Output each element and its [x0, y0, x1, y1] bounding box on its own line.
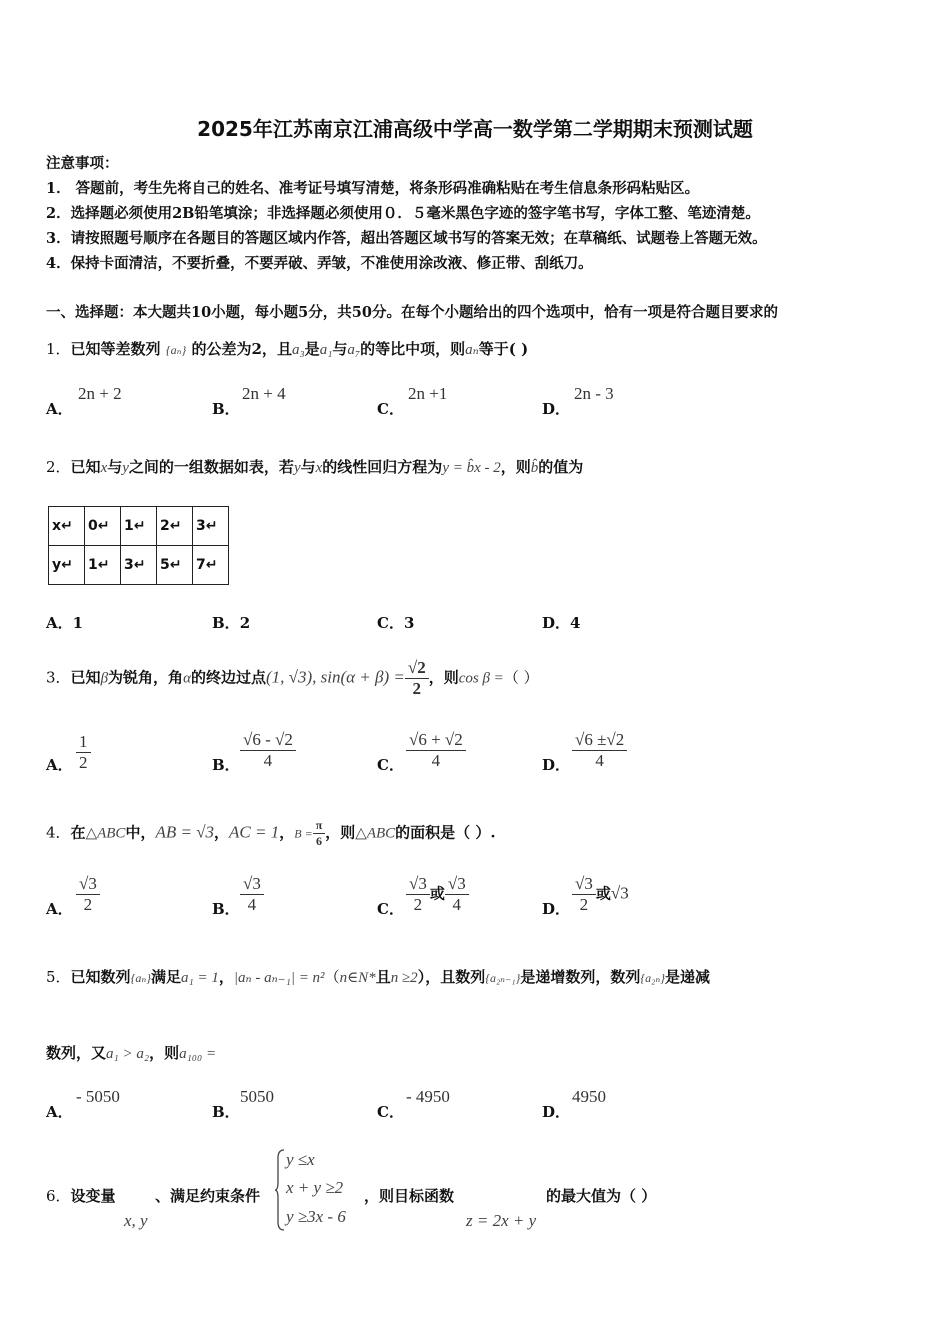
table-cell: 3↵ [193, 507, 229, 546]
q5-option-d[interactable]: D． [542, 1103, 571, 1121]
question-number: 3． [46, 668, 71, 687]
q3-option-a[interactable]: A． [46, 756, 73, 774]
question-5-line-2: 数列，又a₁ > a₂，则a₁₀₀ = [46, 1044, 217, 1062]
q1-option-c[interactable]: C． [377, 400, 404, 418]
table-cell: 2↵ [157, 507, 193, 546]
table-row [49, 546, 229, 585]
q1-option-c-value: 2n +1 [408, 384, 448, 403]
table-cell: x↵ [49, 507, 85, 546]
q5-option-a-value: - 5050 [76, 1087, 120, 1106]
q3-option-d[interactable]: D． [542, 756, 571, 774]
q2-option-b[interactable]: B．2 [212, 614, 251, 632]
q4-option-b-value: $\frac{√3}{4}$ [240, 874, 264, 915]
question-number: 6． [46, 1187, 71, 1205]
section-heading: 一、选择题：本大题共10小题，每小题5分，共50分。在每个小题给出的四个选项中，恰有一项是符合题目要求的 [46, 304, 778, 321]
q4-option-d[interactable]: D． [542, 900, 571, 918]
q3-option-a-value: $\frac{1}{2}$ [76, 732, 91, 773]
table-cell: 7↵ [193, 546, 229, 585]
q1-option-b[interactable]: B． [212, 400, 240, 418]
q2-option-d[interactable]: D．4 [542, 614, 581, 632]
table-cell: 0↵ [85, 507, 121, 546]
data-table [48, 506, 229, 585]
q3-option-d-value: $\frac{√6 \pm√2}{4}$ [572, 730, 627, 771]
notice-item-4: 4．保持卡面清洁，不要折叠，不要弄破、弄皱，不准使用涂改液、修正带、刮纸刀。 [46, 255, 593, 272]
question-6-text-3: ，则目标函数 [364, 1187, 455, 1205]
constraint-2: x + y ≥2 [286, 1178, 344, 1197]
table-cell: 1↵ [121, 507, 157, 546]
q4-option-a-value: $\frac{√3}{2}$ [76, 874, 100, 915]
math-xy: x, y [124, 1211, 148, 1230]
question-number: 5． [46, 968, 71, 986]
math-seq: {aₙ} [165, 343, 187, 357]
q4-option-c-value: $\frac{√3}{2}$ 或 $\frac{√3}{4}$ [406, 874, 469, 915]
page-title: 2025年江苏南京江浦高级中学高一数学第二学期期末预测试题 [197, 117, 753, 141]
question-number: 1． [46, 340, 71, 358]
q5-option-c-value: - 4950 [406, 1087, 450, 1106]
notice-item-3: 3．请按照题号顺序在各题目的答题区域内作答，超出答题区域书写的答案无效；在草稿纸、试题卷上答题无效。 [46, 230, 767, 247]
q4-option-a[interactable]: A． [46, 900, 73, 918]
q4-option-d-value: $\frac{√3}{2}$ 或√3 [572, 874, 629, 915]
q5-option-b-value: 5050 [240, 1087, 274, 1106]
q1-option-d[interactable]: D． [542, 400, 571, 418]
constraint-3: y ≥3x - 6 [286, 1207, 346, 1226]
table-cell: y↵ [49, 546, 85, 585]
q5-option-b[interactable]: B． [212, 1103, 240, 1121]
table-cell: 1↵ [85, 546, 121, 585]
q5-option-a[interactable]: A． [46, 1103, 73, 1121]
question-4: 4．在△ABC中，AB = √3，AC = 1，B = $\frac{\pi}{6}$ ，则△ABC的面积是（ ）. [46, 818, 496, 848]
q5-option-c[interactable]: C． [377, 1103, 404, 1121]
q2-option-a[interactable]: A．1 [46, 614, 84, 632]
q3-option-b[interactable]: B． [212, 756, 240, 774]
question-3: 3．已知β为锐角，角α的终边过点(1, √3), sin(α + β) = $\frac{√2}{2}$ ，则cos β =（ ） [46, 658, 539, 698]
q2-option-c[interactable]: C．3 [377, 614, 415, 632]
table-cell: 5↵ [157, 546, 193, 585]
q1-option-a[interactable]: A． [46, 400, 73, 418]
notice-heading: 注意事项： [46, 155, 119, 172]
question-2: 2．已知x与y之间的一组数据如表，若y与x的线性回归方程为y = b̂x - 2，则b̂的值为 [46, 458, 584, 476]
question-number: 4． [46, 823, 71, 842]
q4-option-b[interactable]: B． [212, 900, 240, 918]
question-number: 2． [46, 458, 71, 476]
q3-option-b-value: $\frac{√6 - √2}{4}$ [240, 730, 296, 771]
q3-option-c-value: $\frac{√6 + √2}{4}$ [406, 730, 466, 771]
left-brace-icon [274, 1148, 286, 1232]
q1-option-d-value: 2n - 3 [574, 384, 614, 403]
q3-option-c[interactable]: C． [377, 756, 404, 774]
question-6: 6．设变量 [46, 1187, 116, 1205]
question-1: 1．已知等差数列 {aₙ} 的公差为2，且a₃是a₁与a₇的等比中项，则aₙ等于( ) [46, 340, 529, 358]
math-objective: z = 2x + y [466, 1211, 537, 1230]
constraint-1: y ≤x [286, 1150, 315, 1169]
question-6-text-4: 的最大值为（ ） [546, 1187, 657, 1205]
notice-item-2: 2．选择题必须使用2B铅笔填涂；非选择题必须使用０．５毫米黑色字迹的签字笔书写，字体工整、笔迹清楚。 [46, 205, 760, 222]
question-6-text-2: 、满足约束条件 [155, 1187, 261, 1205]
q4-option-c[interactable]: C． [377, 900, 404, 918]
q1-option-a-value: 2n + 2 [78, 384, 122, 403]
q5-option-d-value: 4950 [572, 1087, 606, 1106]
question-5: 5．已知数列{aₙ}满足a₁ = 1，|aₙ - aₙ₋₁| = n²（n∈N*且n ≥2），且数列{a₂ₙ₋₁}是递增数列，数列{a₂ₙ}是递减 [46, 968, 711, 986]
table-row [49, 507, 229, 546]
q1-option-b-value: 2n + 4 [242, 384, 286, 403]
notice-item-1: 1． 答题前，考生先将自己的姓名、准考证号填写清楚，将条形码准确粘贴在考生信息条形码粘贴区。 [46, 180, 700, 197]
table-cell: 3↵ [121, 546, 157, 585]
fraction: $\frac{√2}{2}$ [405, 658, 429, 699]
